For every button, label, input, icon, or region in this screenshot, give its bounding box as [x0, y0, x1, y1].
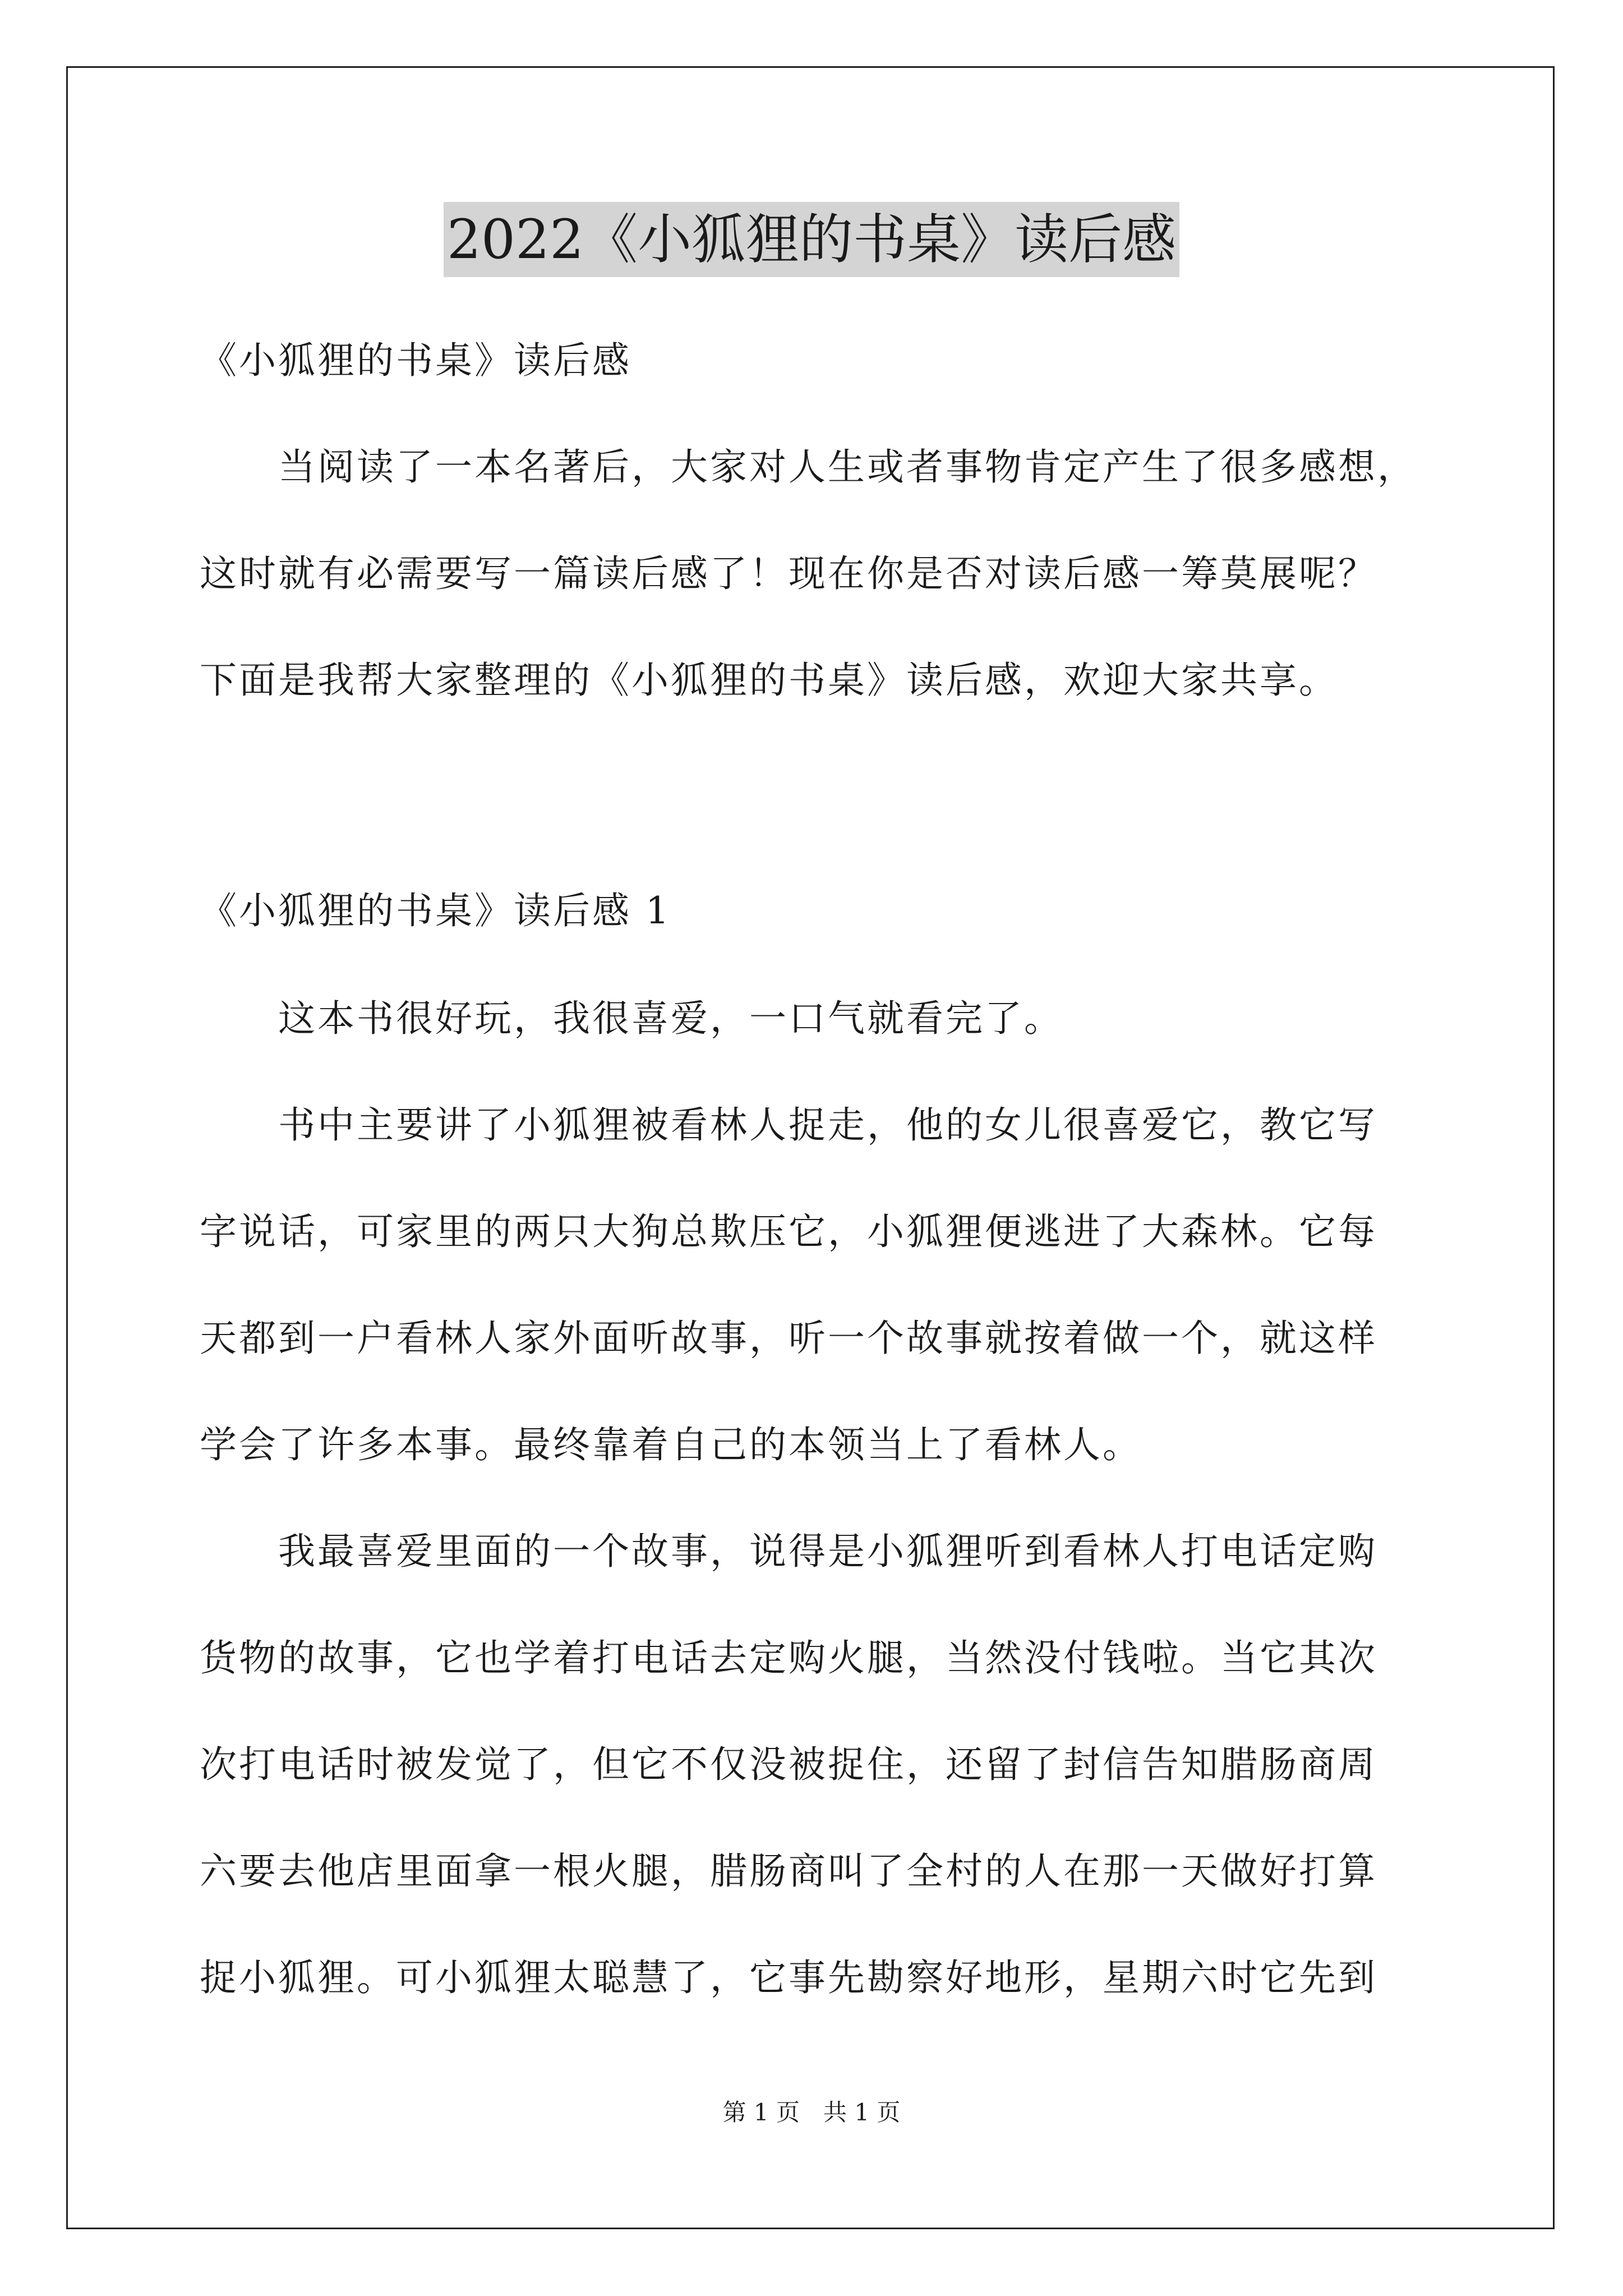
page-footer: 第 1 页 共 1 页 — [722, 2099, 901, 2126]
paragraph-line: 次打电话时被发觉了，但它不仅没被捉住，还留了封信告知腊肠商周 — [200, 1743, 1377, 1786]
section-heading: 《小狐狸的书桌》读后感 1 — [200, 889, 671, 932]
paragraph-line: 当阅读了一本名著后，大家对人生或者事物肯定产生了很多感想， — [200, 445, 1417, 489]
paragraph-line: 货物的故事，它也学着打电话去定购火腿，当然没付钱啦。当它其次 — [200, 1636, 1377, 1680]
paragraph-line: 这本书很好玩，我很喜爱，一口气就看完了。 — [200, 997, 1063, 1040]
paragraph-line: 学会了许多本事。最终靠着自己的本领当上了看林人。 — [200, 1423, 1142, 1466]
title-container — [0, 202, 1623, 277]
paragraph-line: 六要去他店里面拿一根火腿，腊肠商叫了全村的人在那一天做好打算 — [200, 1849, 1377, 1893]
paragraph-line: 我最喜爱里面的一个故事，说得是小狐狸听到看林人打电话定购 — [200, 1530, 1377, 1573]
paragraph-line: 书中主要讲了小狐狸被看林人捉走，他的女儿很喜爱它，教它写 — [200, 1103, 1377, 1147]
paragraph-line: 字说话，可家里的两只大狗总欺压它，小狐狸便逃进了大森林。它每 — [200, 1210, 1377, 1253]
subtitle-line: 《小狐狸的书桌》读后感 — [200, 339, 631, 382]
paragraph-line: 下面是我帮大家整理的《小狐狸的书桌》读后感，欢迎大家共享。 — [200, 659, 1338, 702]
paragraph-line: 天都到一户看林人家外面听故事，听一个故事就按着做一个，就这样 — [200, 1317, 1377, 1360]
paragraph-line: 这时就有必需要写一篇读后感了！现在你是否对读后感一筹莫展呢？ — [200, 552, 1377, 595]
document-title: 2022《小狐狸的书桌》读后感 — [444, 202, 1179, 277]
paragraph-line: 捉小狐狸。可小狐狸太聪慧了，它事先勘察好地形，星期六时它先到 — [200, 1956, 1377, 1999]
